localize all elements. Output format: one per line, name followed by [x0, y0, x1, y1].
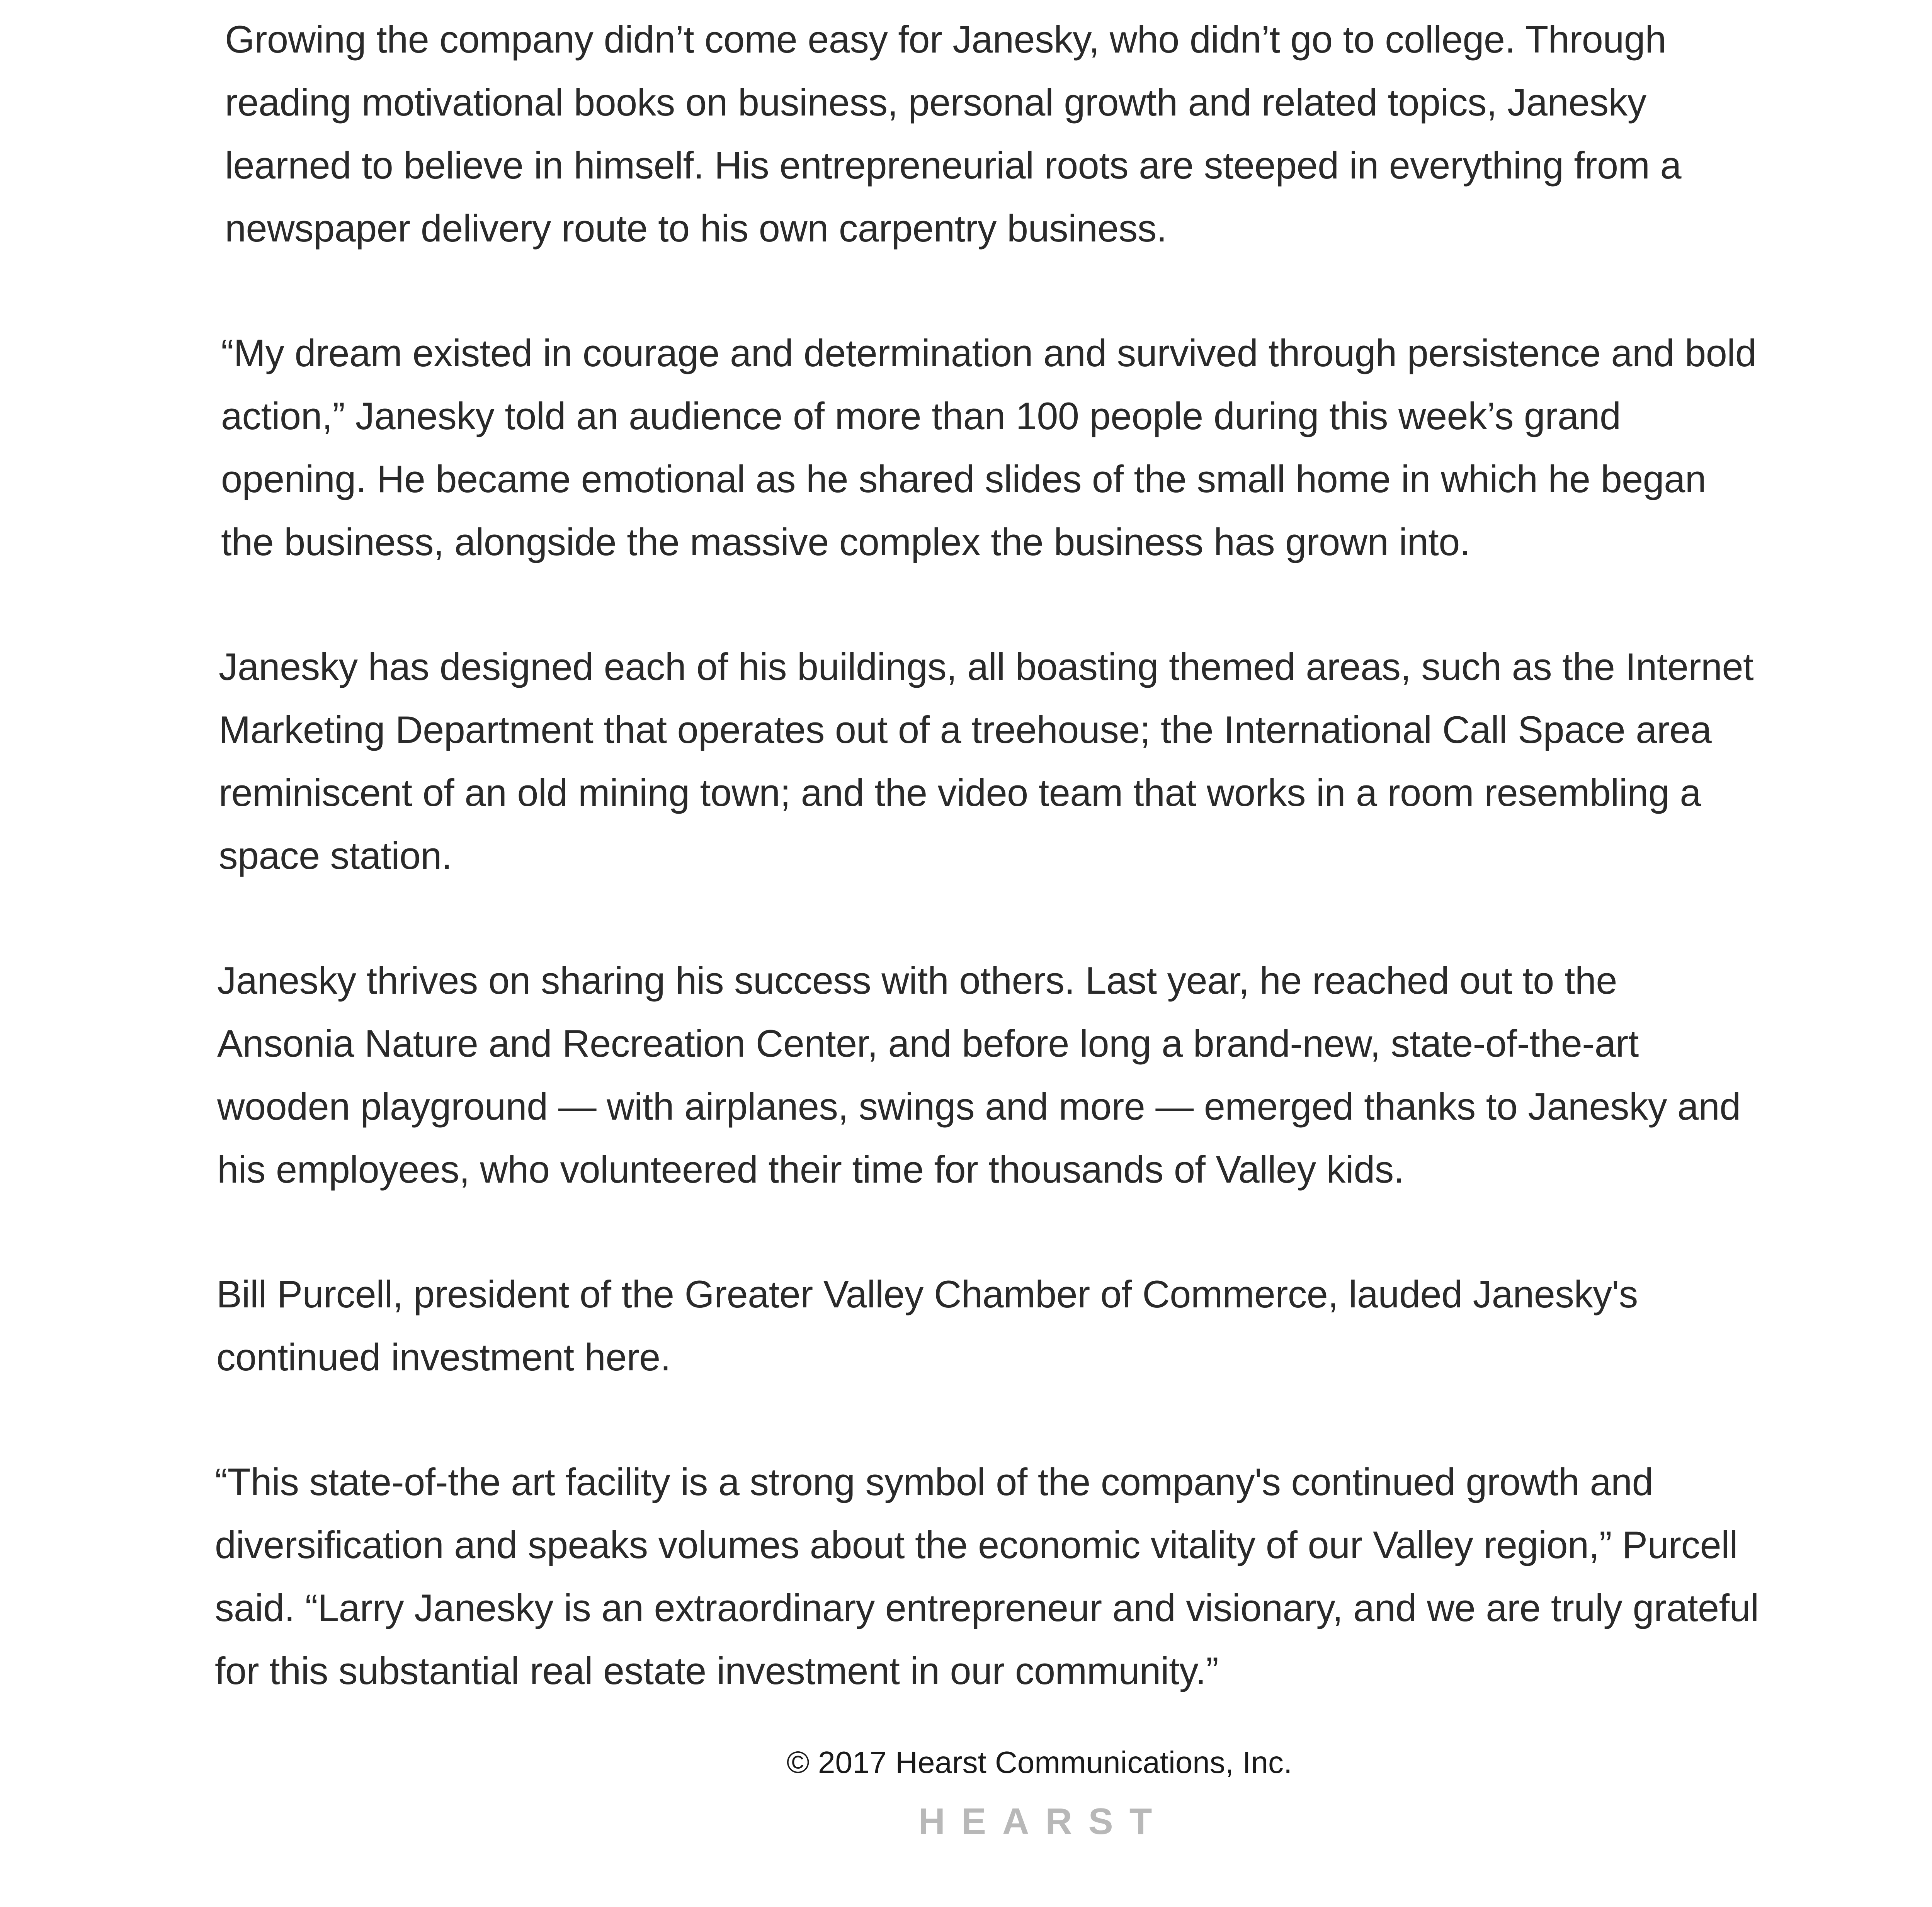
- article-body: [216, 8, 1762, 1764]
- article-paragraph: Bill Purcell, president of the Greater Valley Chamber of Commerce, lauded Janesky's continued investment here.: [216, 1273, 1638, 1378]
- article-paragraph: Growing the company didn’t come easy for Janesky, who didn’t go to college. Through reading motivational books on business, personal growth and related topics, Janesky learned to believe in himself. His entrepreneurial roots are steeped in everything from a newspaper delivery route to his own carpentry business.: [225, 18, 1682, 250]
- article-paragraph: Janesky thrives on sharing his success with others. Last year, he reached out to the Ansonia Nature and Recreation Center, and before long a brand-new, state-of-the-art wooden playground — with airplanes, swings and more — emerged thanks to Janesky and his employees, who volunteered their time for thousands of Valley kids.: [217, 959, 1741, 1191]
- hearst-logo: HEARST: [918, 1801, 1168, 1842]
- article-paragraph: “This state-of-the art facility is a strong symbol of the company's continued growth and diversification and speaks volumes about the economic vitality of our Valley region,” Purcell said. “Larry Janesky is an extraordinary entrepreneur and visionary, and we are truly grateful for this substantial real estate investment in our community.”: [215, 1460, 1759, 1692]
- copyright-notice: © 2017 Hearst Communications, Inc.: [786, 1745, 1293, 1780]
- article-paragraph: “My dream existed in courage and determination and survived through persistence and bold action,” Janesky told an audience of more than 100 people during this week’s grand opening. He became emotional as he shared slides of the small home in which he began the business, alongside the massive complex the business has grown into.: [221, 331, 1757, 563]
- article-paragraph: Janesky has designed each of his buildings, all boasting themed areas, such as the Internet Marketing Department that operates out of a treehouse; the International Call Space area reminiscent of an old mining town; and the video team that works in a room resembling a space station.: [219, 645, 1754, 877]
